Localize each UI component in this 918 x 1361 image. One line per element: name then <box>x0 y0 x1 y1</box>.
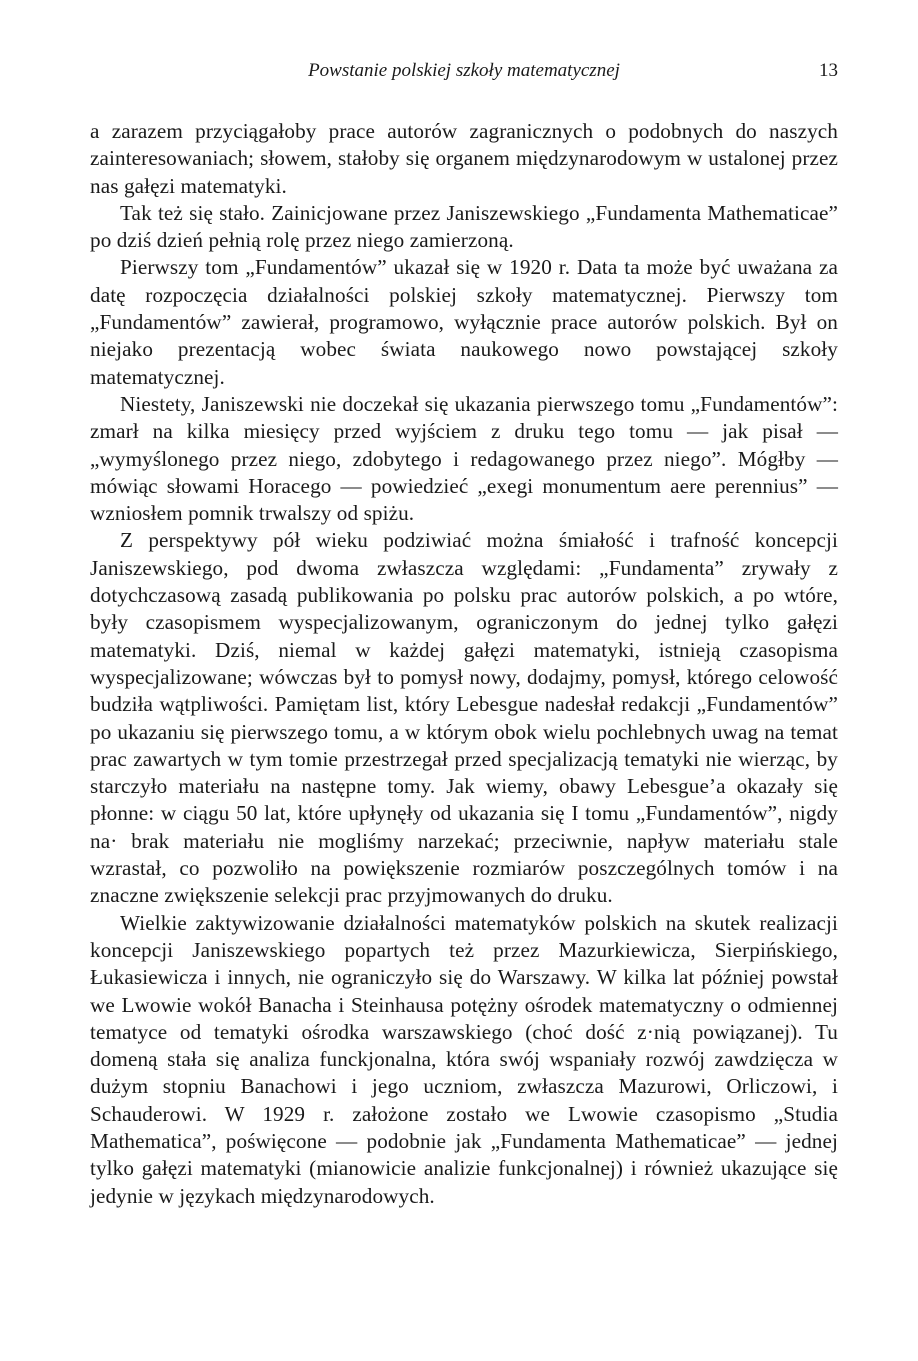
paragraph-6: Wielkie zaktywizowanie działalności matematyków polskich na skutek realizacji koncepcji Janiszewskiego popartych też przez Mazurkiewicza, Sierpińskiego, Łukasiewicza i innych, nie ograniczyło się do Warszawy. W kilka lat później powstał we Lwowie wokół Banacha i Steinhausa potężny ośrodek matematyczny o odmiennej tematyce od tematyki ośrodka warszawskiego (choć dość z·nią powiązanej). Tu domeną stała się analiza funckjonalna, która swój wspaniały rozwój zawdzięcza w dużym stopniu Banachowi i jego uczniom, zwłaszcza Mazurowi, Orliczowi, i Schauderowi. W 1929 r. założone zostało we Lwowie czasopismo „Studia Mathematica”, poświęcone — podobnie jak „Fundamenta Mathematicae” — jednej tylko gałęzi matematyki (mianowicie analizie funkcjonalnej) i również ukazujące się jedynie w językach międzynarodowych. <box>90 910 838 1208</box>
paragraph-3: Pierwszy tom „Fundamentów” ukazał się w 1920 r. Data ta może być uważana za datę rozpoczęcia działalności polskiej szkoły matematycznej. Pierwszy tom „Fundamentów” zawierał, programowo, wyłącznie prace autorów polskich. Był on niejako prezentacją wobec świata naukowego nowo powstającej szkoły matematycznej. <box>90 255 838 389</box>
page-number: 13 <box>819 60 838 81</box>
paragraph-1: a zarazem przyciągałoby prace autorów zagranicznych o podobnych do naszych zainteresowaniach; słowem, stałoby się organem międzynarodowym w ustalonej przez nas gałęzi matematyki. <box>90 119 838 198</box>
paragraph-4: Niestety, Janiszewski nie doczekał się ukazania pierwszego tomu „Fundamentów”: zmarł na kilka miesięcy przed wyjściem z druku tego tomu — jak pisał — „wymyślonego przez niego, zdobytego i redagowanego przez niego”. Mógłby — mówiąc słowami Horacego — powiedzieć „exegi monumentum aere perennius” — wzniosłem pomnik trwalszy od spiżu. <box>90 391 838 526</box>
book-page <box>90 60 838 1210</box>
running-title: Powstanie polskiej szkoły matematycznej <box>308 60 620 81</box>
paragraph-2: Tak też się stało. Zainicjowane przez Janiszewskiego „Fundamenta Mathematicae” po dziś dzień pełnią rolę przez niego zamierzoną. <box>90 200 838 253</box>
paragraph-5: Z perspektywy pół wieku podziwiać można śmiałość i trafność koncepcji Janiszewskiego, pod dwoma zwłaszcza względami: „Fundamenta” zrywały z dotychczasową zasadą publikowania po polsku prac autorów polskich, a po wtóre, były czasopismem wyspecjalizowanym, ograniczonym do jednej tylko gałęzi matematyki. Dziś, niemal w każdej gałęzi matematyki, istnieją czasopisma wyspecjalizowane; wówczas był to pomysł nowy, dodajmy, pomysł, którego celowość budziła wątpliwości. Pamiętam list, który Lebesgue nadesłał redakcji „Fundamentów” po ukazaniu się pierwszego tomu, a w którym obok wielu pochlebnych uwag na temat prac zawartych w tym tomie przestrzegał przed specjalizacją tematyki nie wierząc, by starczyło materiału na następne tomy. Jak wiemy, obawy Lebesgue’a okazały się płonne: w ciągu 50 lat, które upłynęły od ukazania się I tomu „Fundamentów”, nigdy na· brak materiału nie mogliśmy narzekać; przeciwnie, napływ materiału stale wzrastał, co pozwoliło na powiększenie rozmiarów poszczególnych tomów i na znaczne zwiększenie selekcji prac przyjmowanych do druku. <box>90 528 838 908</box>
page-header <box>90 60 838 90</box>
body-text <box>90 118 838 1210</box>
